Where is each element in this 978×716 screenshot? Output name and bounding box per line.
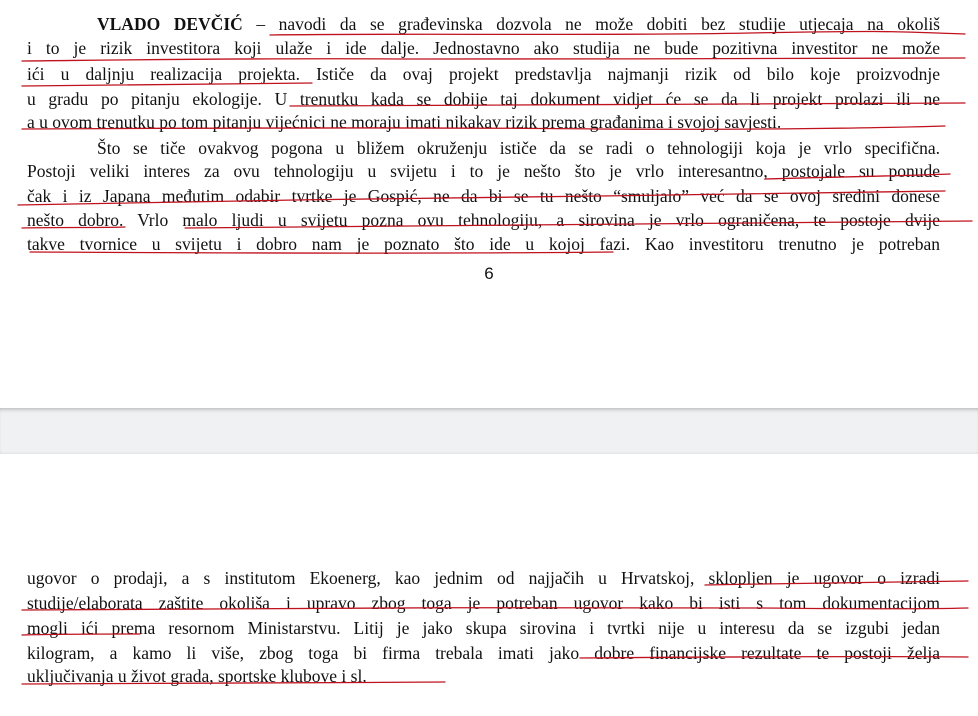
paragraph-line: uključivanja u život grada, sportske klubove i sl. <box>27 666 367 686</box>
paragraph-line: nešto dobro. Vrlo malo ljudi u svijetu pozna ovu tehnologiju, a sirovina je vrlo ograničena, te postoje dvije <box>27 210 940 230</box>
paragraph-line: studije/elaborata zaštite okoliša i upravo zbog toga je potreban ugovor kako bi isti s tom dokumentacijom <box>27 593 940 613</box>
paragraph-line: Što se tiče ovakvog pogona u bližem okruženju ističe da se radi o tehnologiji koja je vrlo specifična. <box>97 138 940 158</box>
paragraph-line: i to je rizik investitora koji ulaže i ide dalje. Jednostavno ako studija ne bude pozitivna investitor ne može <box>27 38 940 58</box>
paragraph-line: čak i iz Japana međutim odabir tvrtke je Gospić, ne da bi se tu nešto “smuljalo” već da se ovoj sredini donese <box>27 186 940 206</box>
document-page-bottom <box>0 454 978 716</box>
paragraph-line: mogli ići prema resornom Ministarstvu. Litij je jako skupa sirovina i tvrtki nije u interesu da se izgubi jedan <box>27 618 940 638</box>
paragraph-line: ugovor o prodaji, a s institutom Ekoenerg, kao jednim od najjačih u Hrvatskoj, sklopljen je ugovor o izradi <box>27 568 940 588</box>
paragraph-line: a u ovom trenutku po tom pitanju vijećnici ne moraju imati nikakav rizik prema građanima i svojoj savjesti. <box>27 112 782 132</box>
paragraph-line: ići u daljnju realizacija projekta. Ističe da ovaj projekt predstavlja najmanji rizik od bilo koje proizvodnje <box>27 64 940 84</box>
paragraph-line <box>97 14 940 34</box>
speaker-name: VLADO DEVČIĆ <box>97 14 243 34</box>
paragraph-line: Postoji veliki interes za ovu tehnologiju u svijetu i to je nešto što je vrlo interesantno, postojale su ponude <box>27 161 940 181</box>
page-number: 6 <box>484 264 494 283</box>
paragraph-line: takve tvornice u svijetu i dobro nam je poznato što ide u kojoj fazi. Kao investitoru trenutno je potreban <box>27 234 940 254</box>
paragraph-line: u gradu po pitanju ekologije. U trenutku kada se dobije taj dokument vidjet će se da li projekt prolazi ili ne <box>27 89 940 109</box>
page-separator <box>0 408 978 454</box>
paragraph-line-text: – navodi da se građevinska dozvola ne može dobiti bez studije utjecaja na okoliš <box>242 14 940 34</box>
paragraph-line: kilogram, a kamo li više, zbog toga bi firma trebala imati jako dobre financijske rezultate te postoji želja <box>27 643 940 663</box>
